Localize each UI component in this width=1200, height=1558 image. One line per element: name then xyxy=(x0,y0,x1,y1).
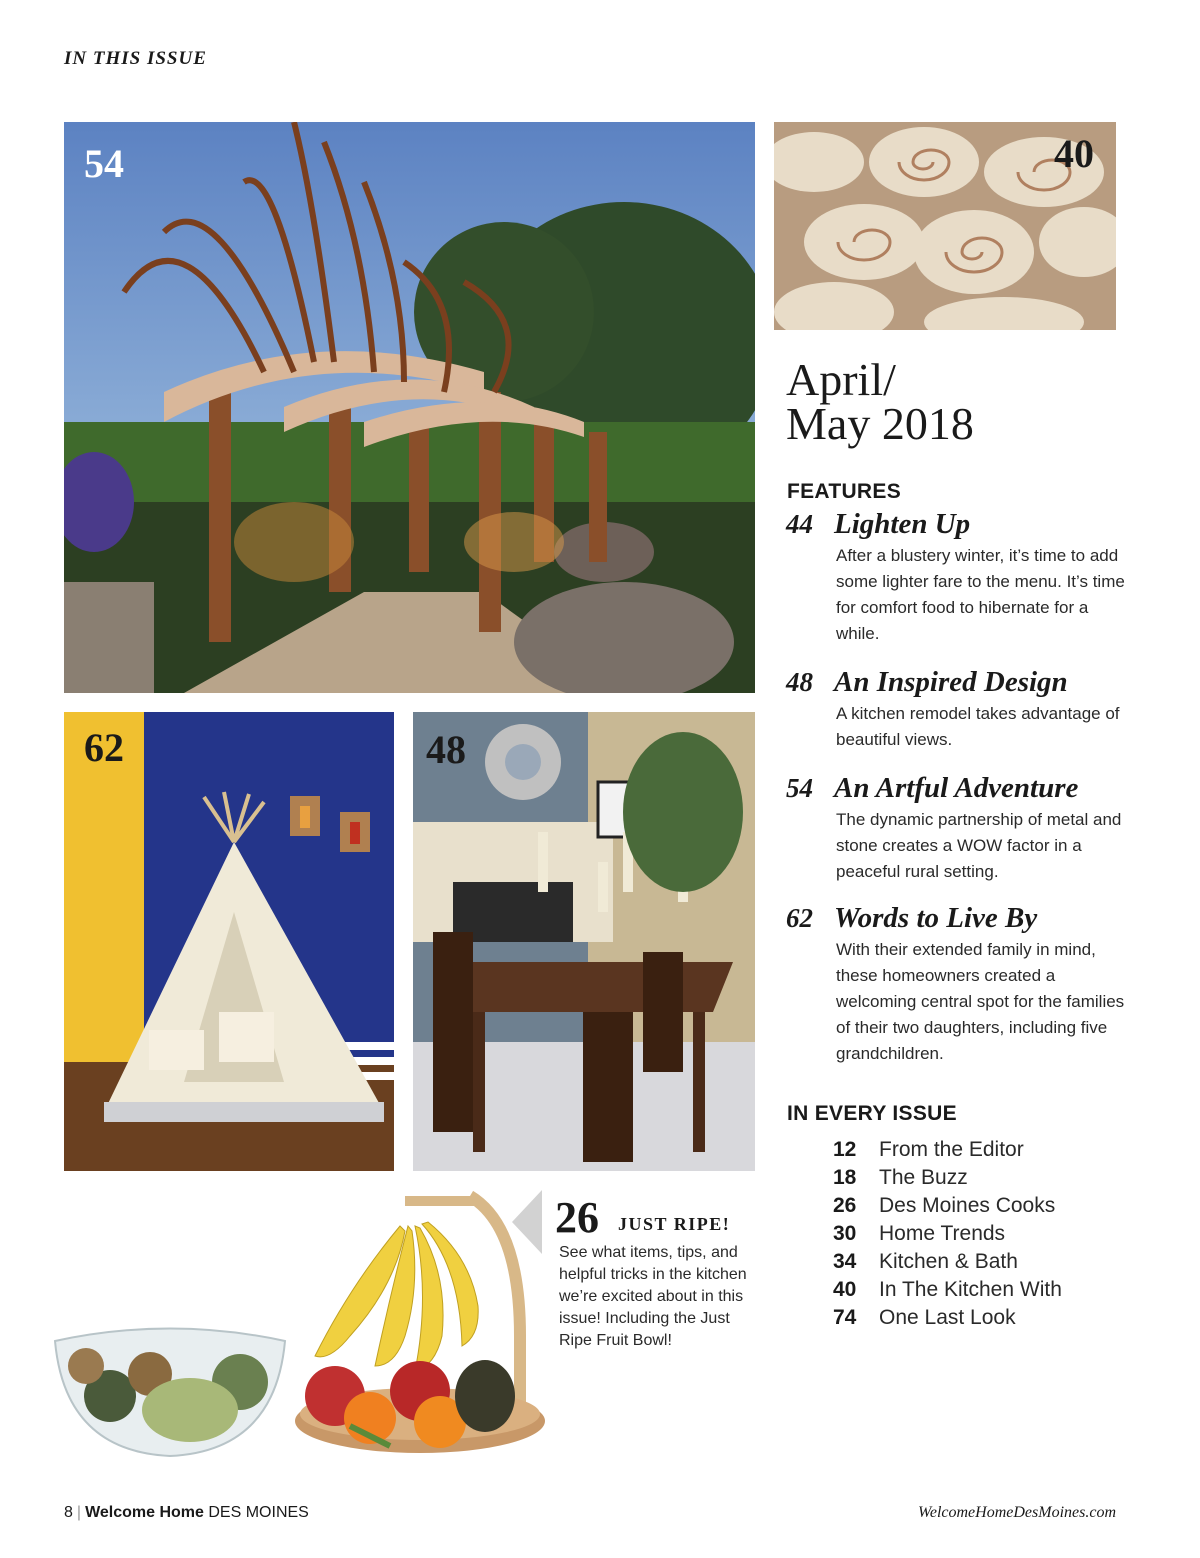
feature-item[interactable] xyxy=(786,902,1126,1067)
feature-page-number: 44 xyxy=(786,509,813,539)
list-item[interactable] xyxy=(833,1164,1133,1192)
feature-description: The dynamic partnership of metal and stone creates a WOW factor in a peaceful rural setting. xyxy=(836,810,1122,881)
fruit-bowl-photo[interactable] xyxy=(50,1186,550,1472)
list-item[interactable] xyxy=(833,1304,1133,1332)
list-item-title: The Buzz xyxy=(879,1166,968,1189)
feature-item[interactable] xyxy=(786,666,1126,753)
pergola-image xyxy=(64,122,755,693)
page-number: 8 xyxy=(64,1504,73,1521)
teepee-photo[interactable] xyxy=(64,712,394,1171)
footer-website[interactable]: WelcomeHomeDesMoines.com xyxy=(917,1504,1116,1521)
footer-left xyxy=(64,1504,309,1522)
teepee-page-number: 62 xyxy=(84,725,124,770)
list-item[interactable] xyxy=(833,1192,1133,1220)
list-item-title: From the Editor xyxy=(879,1138,1024,1161)
feature-title: An Inspired Design xyxy=(834,666,1068,698)
every-issue-list xyxy=(833,1136,1133,1332)
list-item-title: Des Moines Cooks xyxy=(879,1194,1056,1217)
list-item-title: Kitchen & Bath xyxy=(879,1250,1018,1273)
dining-photo[interactable] xyxy=(413,712,755,1171)
list-item-number: 74 xyxy=(833,1306,857,1329)
feature-description: With their extended family in mind, these homeowners created a welcoming central spot for the families of their two daughters, including five grandchildren. xyxy=(836,940,1125,1063)
list-item-title: Home Trends xyxy=(879,1222,1006,1245)
list-item[interactable] xyxy=(833,1248,1133,1276)
issue-date-line1: April/ xyxy=(786,354,896,405)
feature-description: After a blustery winter, it’s time to add some lighter fare to the menu. It’s time for comfort food to hibernate for a while. xyxy=(836,546,1125,643)
feature-title: An Artful Adventure xyxy=(834,772,1079,804)
feature-item[interactable] xyxy=(786,508,1126,647)
teepee-image xyxy=(64,712,394,1171)
feature-title: Lighten Up xyxy=(834,508,971,540)
dining-image xyxy=(413,712,755,1171)
footer-brand: Welcome Home xyxy=(85,1504,204,1521)
list-item-number: 40 xyxy=(833,1278,857,1301)
list-item-number: 34 xyxy=(833,1250,857,1273)
every-issue-heading: IN EVERY ISSUE xyxy=(787,1102,957,1125)
pergola-page-number: 54 xyxy=(84,141,124,186)
dining-page-number: 48 xyxy=(426,727,466,772)
just-ripe-page-number: 26 xyxy=(555,1193,599,1242)
just-ripe-title: JUST RIPE! xyxy=(618,1214,731,1234)
fruit-bowl-image xyxy=(50,1186,550,1472)
list-item[interactable] xyxy=(833,1276,1133,1304)
pastry-page-number: 40 xyxy=(1054,131,1094,176)
feature-description: A kitchen remodel takes advantage of beautiful views. xyxy=(836,704,1120,749)
feature-page-number: 62 xyxy=(786,903,813,933)
list-item-title: One Last Look xyxy=(879,1306,1016,1329)
footer-brand-city: DES MOINES xyxy=(208,1504,309,1521)
feature-page-number: 48 xyxy=(786,667,813,697)
list-item-number: 18 xyxy=(833,1166,857,1189)
just-ripe-description: See what items, tips, and helpful tricks in the kitchen we’re excited about in this issue! Including the Just Ripe Fruit Bowl! xyxy=(559,1244,747,1349)
feature-item[interactable] xyxy=(786,772,1126,885)
footer-separator: | xyxy=(76,1504,82,1521)
list-item[interactable] xyxy=(833,1220,1133,1248)
feature-page-number: 54 xyxy=(786,773,813,803)
section-label: IN THIS ISSUE xyxy=(64,48,207,69)
list-item-title: In The Kitchen With xyxy=(879,1278,1062,1301)
issue-date xyxy=(786,354,1116,449)
features-heading: FEATURES xyxy=(787,480,902,503)
list-item-number: 30 xyxy=(833,1222,857,1245)
list-item-number: 12 xyxy=(833,1138,857,1161)
callout-pointer xyxy=(512,1190,542,1254)
issue-date-line2: May 2018 xyxy=(786,398,974,449)
feature-title: Words to Live By xyxy=(834,902,1038,934)
pergola-photo[interactable] xyxy=(64,122,755,693)
list-item[interactable] xyxy=(833,1136,1133,1164)
list-item-number: 26 xyxy=(833,1194,857,1217)
